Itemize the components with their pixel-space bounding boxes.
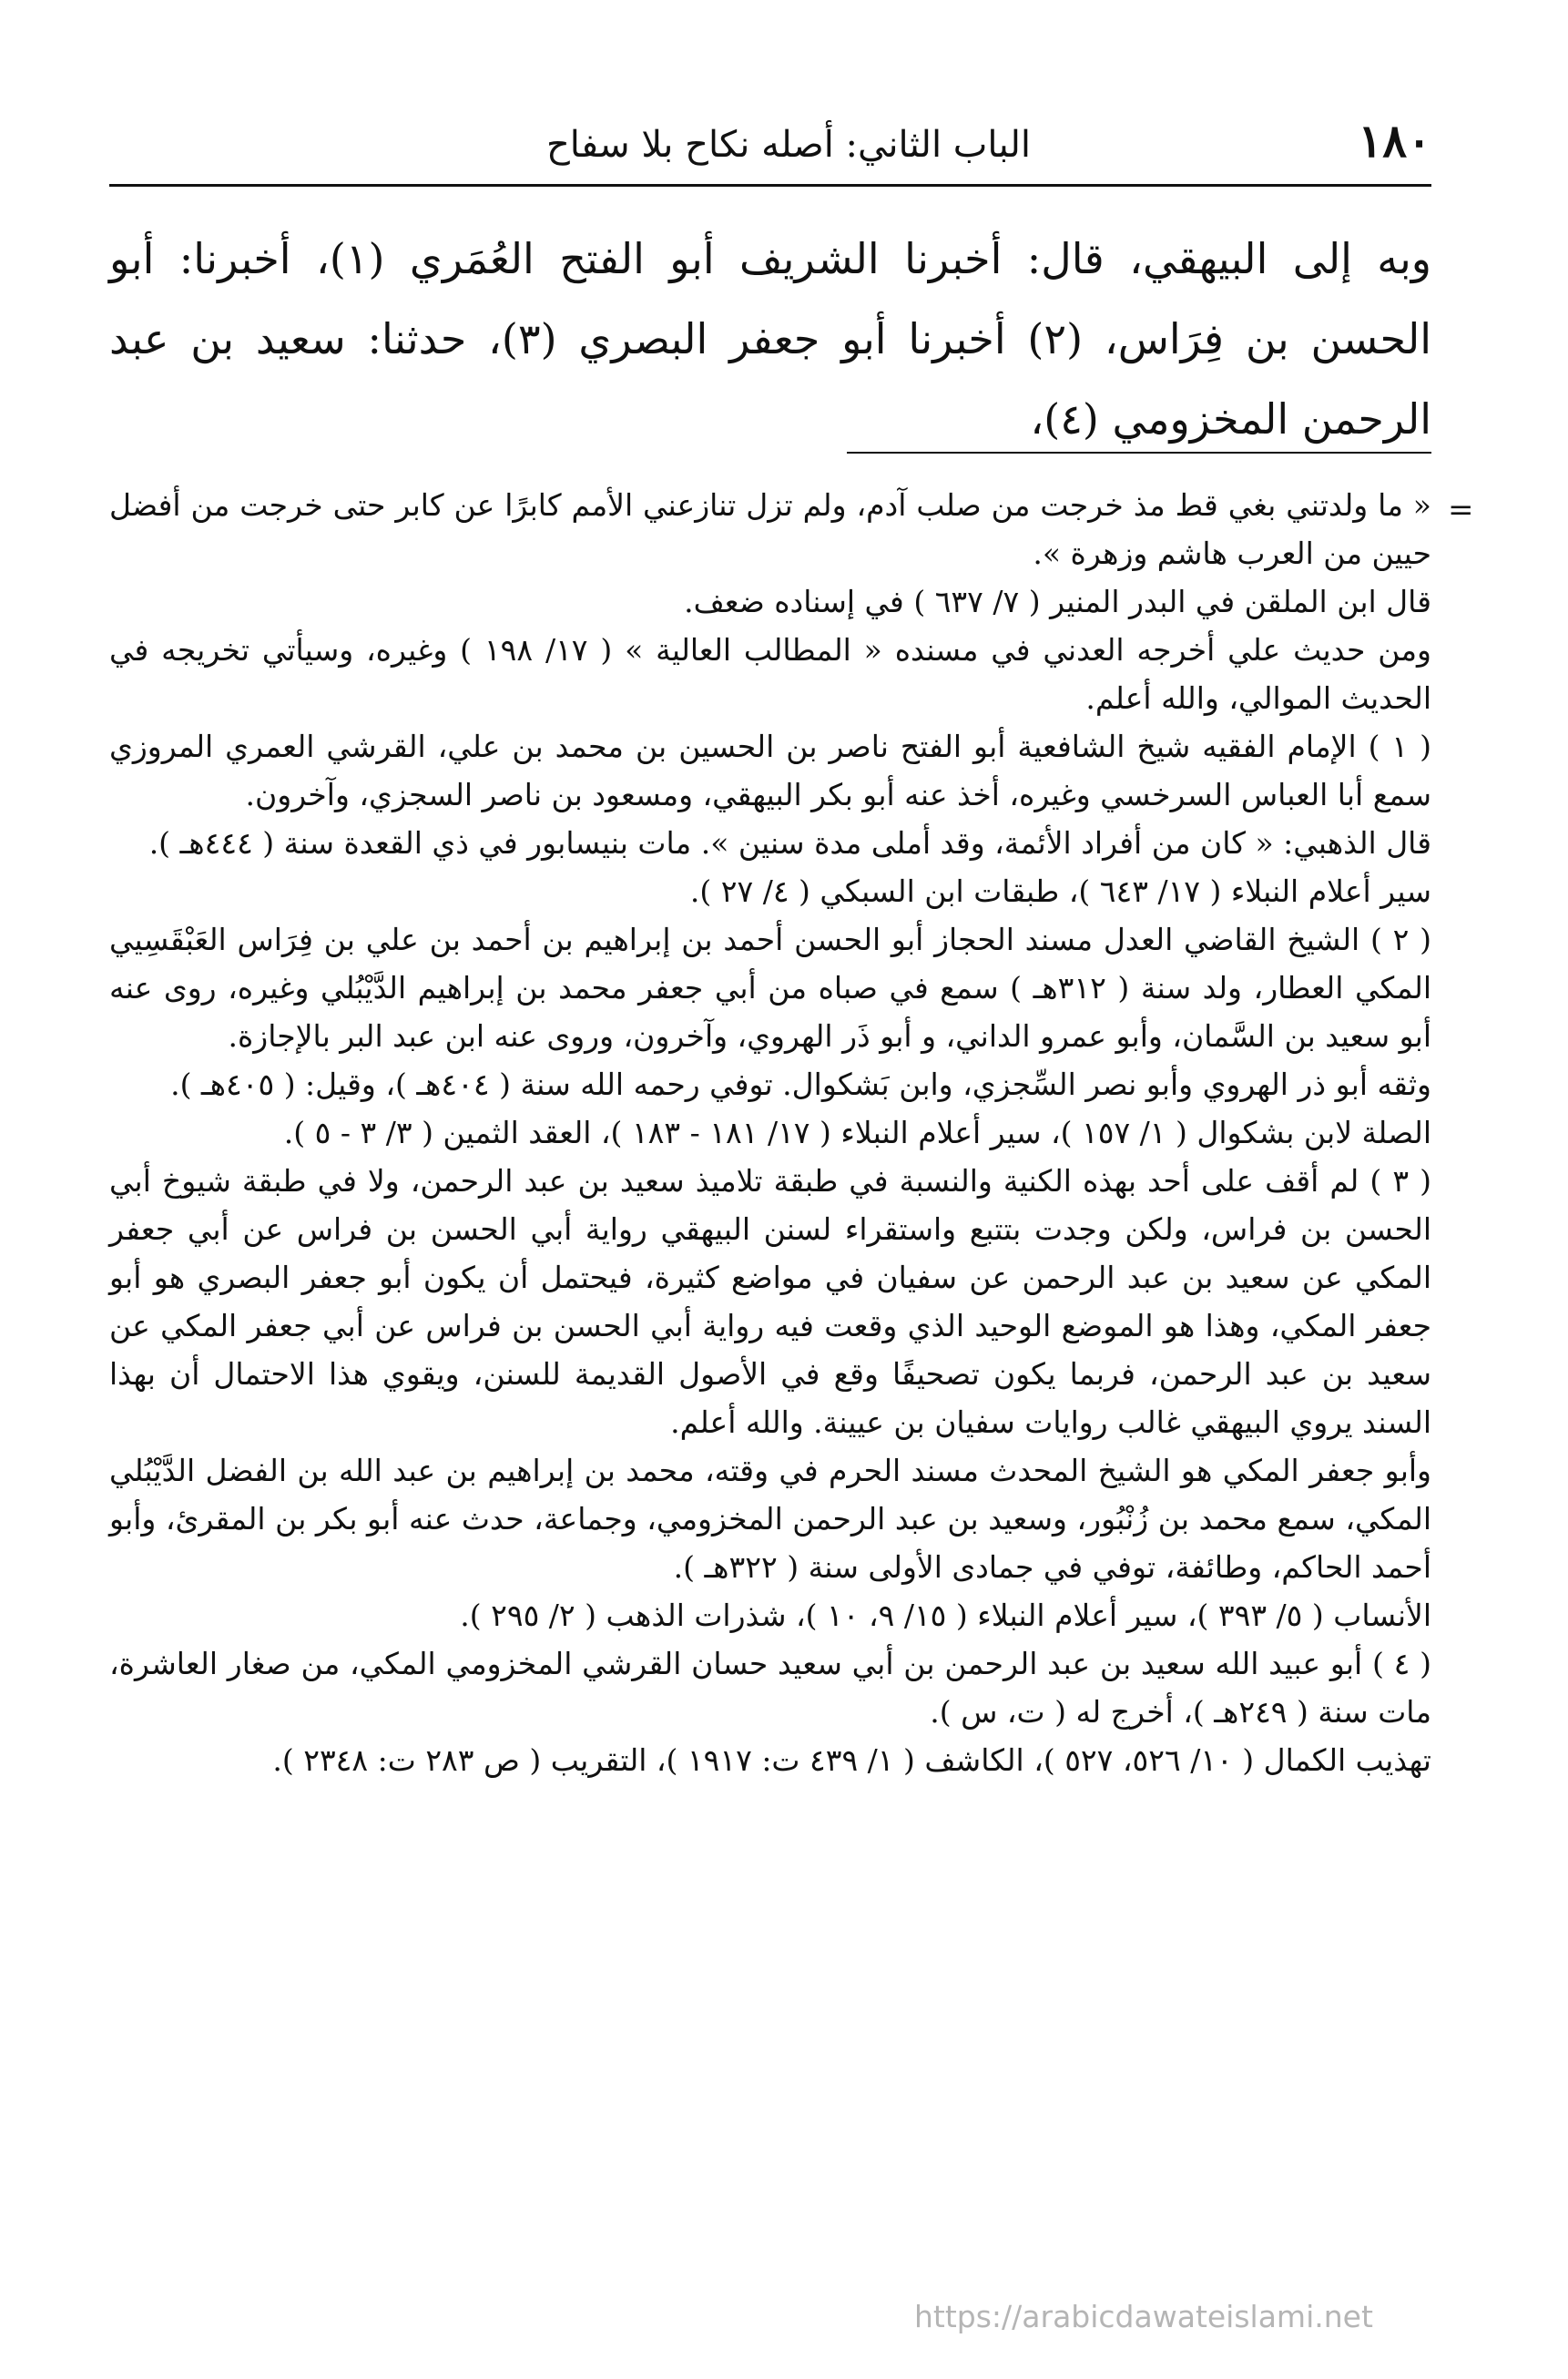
header-rule (109, 184, 1431, 187)
running-title: الباب الثاني: أصله نكاح بلا سفاح (545, 124, 1031, 166)
footnote-paragraph: قال الذهبي: « كان من أفراد الأئمة، وقد أملى مدة سنين ». مات بنيسابور في ذي القعدة سنة ( ٤٤٤هـ ). (148, 825, 1431, 861)
footnote-paragraph: الصلة لابن بشكوال ( ١/ ١٥٧ )، سير أعلام النبلاء ( ١٧/ ١٨١ - ١٨٣ )، العقد الثمين ( ٣/ ٣ - ٥ ). (283, 1115, 1431, 1150)
page-header (109, 109, 1431, 182)
footnote-paragraph: وأبو جعفر المكي هو الشيخ المحدث مسند الحرم في وقته، محمد بن إبراهيم بن عبد الله بن الفضل الدَّيْبُلي المكي، سمع محمد بن زُنْبُور، وسعيد بن عبد الرحمن المخزومي، وجماعة، حدث عنه أبو بكر بن المقرئ، وأبو أحمد الحاكم، وطائفة، توفي في جمادى الأولى سنة ( ٣٢٢هـ ). (109, 1453, 1431, 1585)
continuation-mark: = (1448, 492, 1474, 528)
footnote-2: ( ٢ ) الشيخ القاضي العدل مسند الحجاز أبو الحسن أحمد بن إبراهيم بن أحمد بن علي بن فِرَاس العَبْقَسِيي المكي العطار، ولد سنة ( ٣١٢هـ ) سمع في صباه من أبي جعفر محمد بن إبراهيم الدَّيْبُلي وغيره، روى عنه أبو سعيد بن السَّمان، وأبو عمرو الداني، و أبو ذَر الهروي، وآخرون، وروى عنه ابن عبد البر بالإجازة. (109, 922, 1431, 1054)
footnote-paragraph: ومن حديث علي أخرجه العدني في مسنده « المطالب العالية » ( ١٧/ ١٩٨ ) وغيره، وسيأتي تخريجه في الحديث الموالي، والله أعلم. (109, 632, 1431, 716)
main-paragraph: وبه إلى البيهقي، قال: أخبرنا الشريف أبو الفتح العُمَري (١)، أخبرنا: أبو الحسن بن فِرَاس، (٢) أخبرنا أبو جعفر البصري (٣)، حدثنا: سعيد بن عبد الرحمن المخزومي (٤)، (109, 234, 1431, 444)
footnotes (109, 481, 1431, 1784)
footnote-4: ( ٤ ) أبو عبيد الله سعيد بن عبد الرحمن بن أبي سعيد حسان القرشي المخزومي المكي، من صغار العاشرة، مات سنة ( ٢٤٩هـ )، أخرج له ( ت، س ). (109, 1646, 1431, 1730)
footnote-paragraph: « ما ولدتني بغي قط مذ خرجت من صلب آدم، ولم تزل تنازعني الأمم كابرًا عن كابر حتى خرجت من أفضل حيين من العرب هاشم وزهرة ». (109, 487, 1431, 571)
main-text (109, 219, 1431, 459)
footnote-paragraph: قال ابن الملقن في البدر المنير ( ٧/ ٦٣٧ ) في إسناده ضعف. (684, 584, 1431, 619)
footnote-paragraph: تهذيب الكمال ( ١٠/ ٥٢٦، ٥٢٧ )، الكاشف ( ١/ ٤٣٩ ت: ١٩١٧ )، التقريب ( ص ٢٨٣ ت: ٢٣٤٨ ). (272, 1742, 1431, 1778)
footnote-paragraph: سير أعلام النبلاء ( ١٧/ ٦٤٣ )، طبقات ابن السبكي ( ٤/ ٢٧ ). (689, 873, 1431, 909)
footnote-separator (847, 452, 1431, 454)
footnote-paragraph: وثقه أبو ذر الهروي وأبو نصر السِّجزي، وابن بَشكوال. توفي رحمه الله سنة ( ٤٠٤هـ )، وقيل: ( ٤٠٥هـ ). (170, 1067, 1431, 1102)
footnote-3: ( ٣ ) لم أقف على أحد بهذه الكنية والنسبة في طبقة تلاميذ سعيد بن عبد الرحمن، ولا في طبقة شيوخ أبي الحسن بن فراس، ولكن وجدت بتتبع واستقراء لسنن البيهقي رواية أبي الحسن بن فراس عن أبي جعفر المكي عن سعيد بن عبد الرحمن عن سفيان في مواضع كثيرة، فيحتمل أن يكون أبو جعفر البصري هو أبو جعفر المكي، وهذا هو الموضع الوحيد الذي وقعت فيه رواية أبي الحسن بن فراس عن أبي جعفر المكي عن سعيد بن عبد الرحمن، فربما يكون تصحيفًا وقع في الأصول القديمة للسنن، ويقوي هذا الاحتمال أن بهذا السند يروي البيهقي غالب روايات سفيان بن عيينة. والله أعلم. (109, 1163, 1431, 1440)
watermark-url: https://arabicdawateislami.net (914, 2299, 1373, 2334)
page-number: ١٨٠ (1358, 114, 1431, 168)
footnote-1: ( ١ ) الإمام الفقيه شيخ الشافعية أبو الفتح ناصر بن الحسين بن محمد بن علي، القرشي العمري المروزي سمع أبا العباس السرخسي وغيره، أخذ عنه أبو بكر البيهقي، ومسعود بن ناصر السجزي، وآخرون. (109, 729, 1431, 812)
footnote-paragraph: الأنساب ( ٥/ ٣٩٣ )، سير أعلام النبلاء ( ١٥/ ٩، ١٠ )، شذرات الذهب ( ٢/ ٢٩٥ ). (460, 1598, 1431, 1633)
